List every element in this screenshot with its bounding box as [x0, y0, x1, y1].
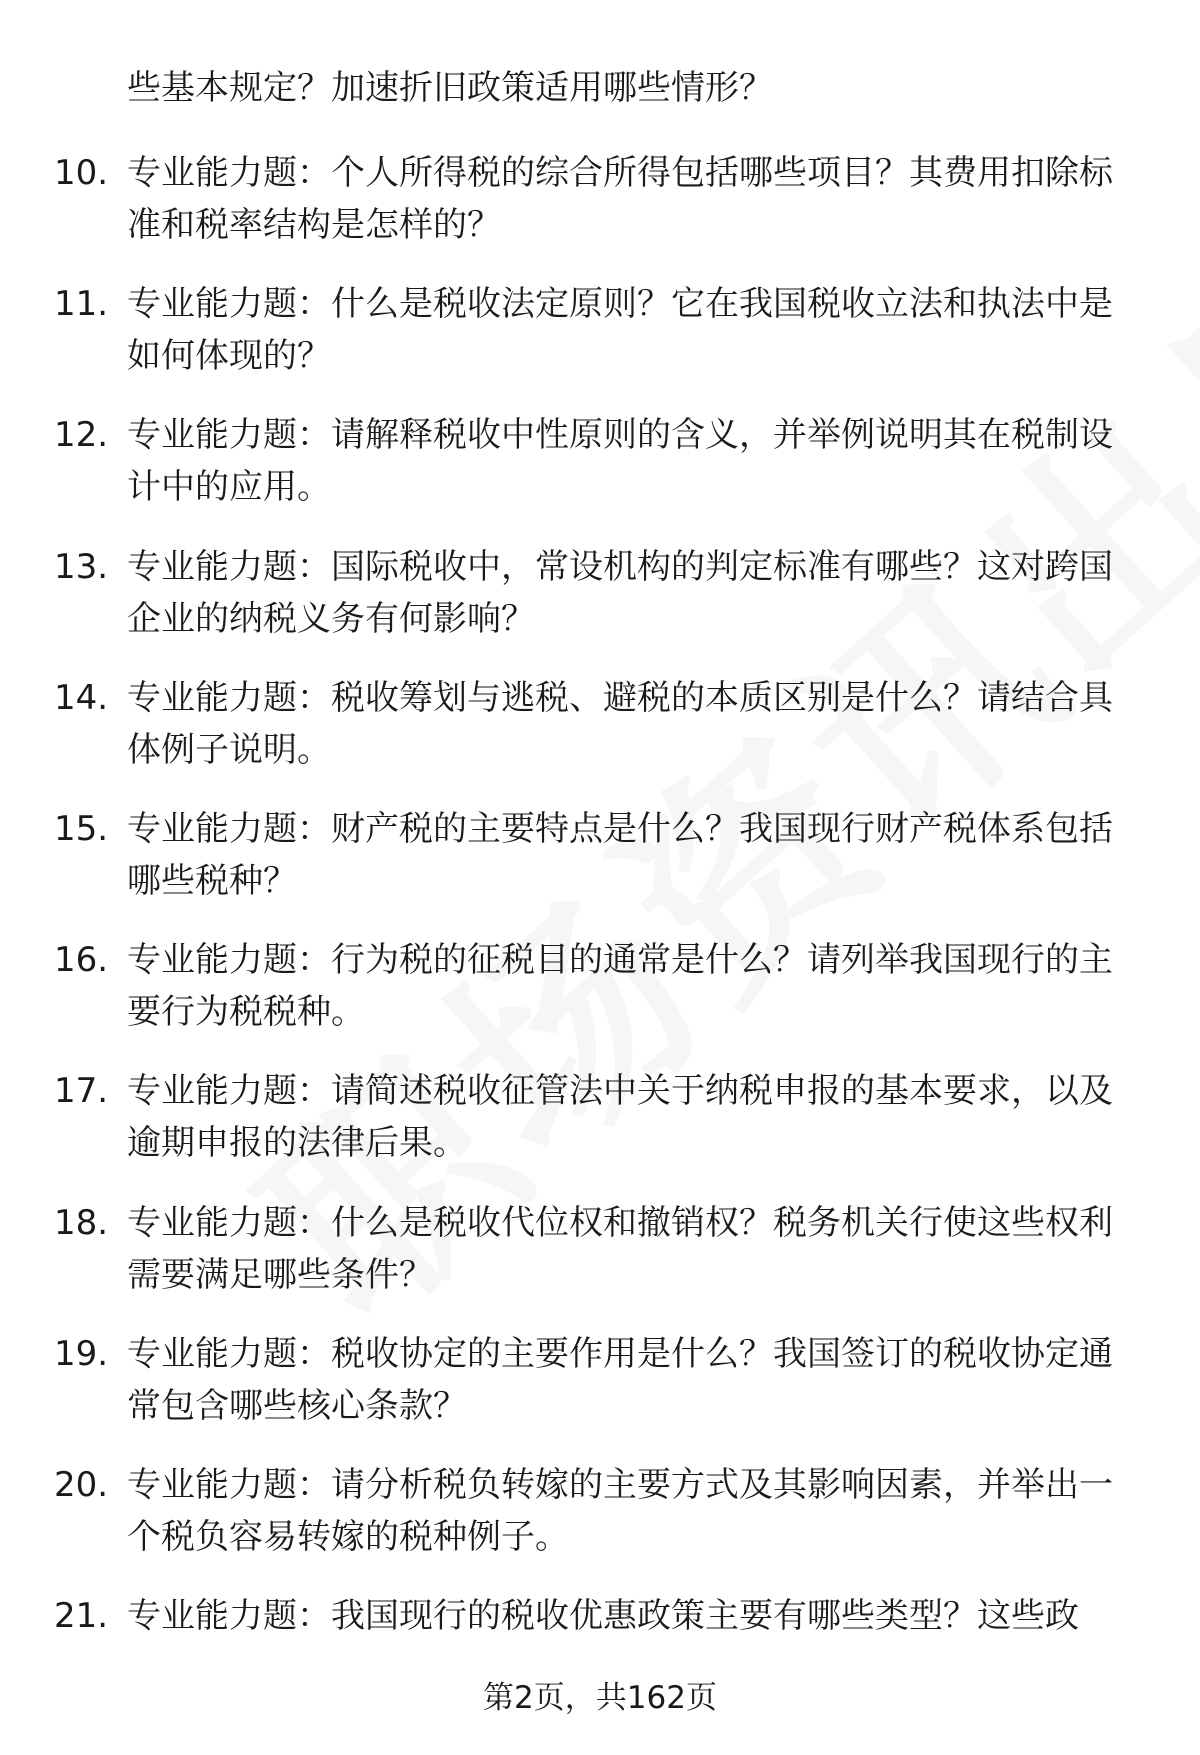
question-text: 专业能力题：税收协定的主要作用是什么？我国签订的税收协定通常包含哪些核心条款？ [127, 1333, 1113, 1426]
question-text: 专业能力题：个人所得税的综合所得包括哪些项目？其费用扣除标准和税率结构是怎样的？ [127, 153, 1113, 245]
question-item [0, 541, 1200, 672]
question-text: 专业能力题：我国现行的税收优惠政策主要有哪些类型？这些政 [127, 1596, 1079, 1637]
question-number: 19. [54, 1333, 109, 1374]
question-number: 11. [54, 284, 109, 325]
question-number: 13. [54, 546, 109, 587]
question-number: 12. [54, 415, 109, 456]
question-text: 专业能力题：国际税收中，常设机构的判定标准有哪些？这对跨国企业的纳税义务有何影响？ [127, 546, 1113, 639]
question-number: 14. [54, 677, 109, 718]
question-number: 21. [54, 1596, 109, 1637]
question-item [0, 1197, 1200, 1328]
question-text: 专业能力题：请分析税负转嫁的主要方式及其影响因素，并举出一个税负容易转嫁的税种例子。 [127, 1464, 1113, 1557]
question-number: 20. [54, 1464, 109, 1505]
question-number: 16. [54, 940, 109, 981]
question-text: 专业能力题：行为税的征税目的通常是什么？请列举我国现行的主要行为税税种。 [127, 940, 1113, 1033]
question-number: 15. [54, 808, 109, 849]
question-item [0, 409, 1200, 540]
question-item [0, 803, 1200, 934]
question-item [0, 934, 1200, 1065]
continued-question-text: 些基本规定？加速折旧政策适用哪些情形？ [127, 68, 773, 108]
question-text: 专业能力题：税收筹划与逃税、避税的本质区别是什么？请结合具体例子说明。 [127, 677, 1113, 770]
question-item [0, 1065, 1200, 1196]
question-item [0, 672, 1200, 803]
question-item [0, 1328, 1200, 1459]
question-item [0, 147, 1200, 278]
question-text: 专业能力题：请简述税收征管法中关于纳税申报的基本要求，以及逾期申报的法律后果。 [127, 1071, 1113, 1164]
question-list [0, 147, 1200, 1721]
question-text: 专业能力题：请解释税收中性原则的含义，并举例说明其在税制设计中的应用。 [127, 415, 1113, 508]
question-item [0, 278, 1200, 409]
question-text: 专业能力题：财产税的主要特点是什么？我国现行财产税体系包括哪些税种？ [127, 808, 1113, 901]
question-number: 10. [54, 153, 109, 193]
question-text: 专业能力题：什么是税收代位权和撤销权？税务机关行使这些权利需要满足哪些条件？ [127, 1202, 1113, 1295]
question-number: 17. [54, 1071, 109, 1112]
question-item [0, 1459, 1200, 1590]
page-footer: 第2页，共162页 [483, 1680, 717, 1716]
question-text: 专业能力题：什么是税收法定原则？它在我国税收立法和执法中是如何体现的？ [127, 284, 1113, 377]
question-number: 18. [54, 1202, 109, 1243]
